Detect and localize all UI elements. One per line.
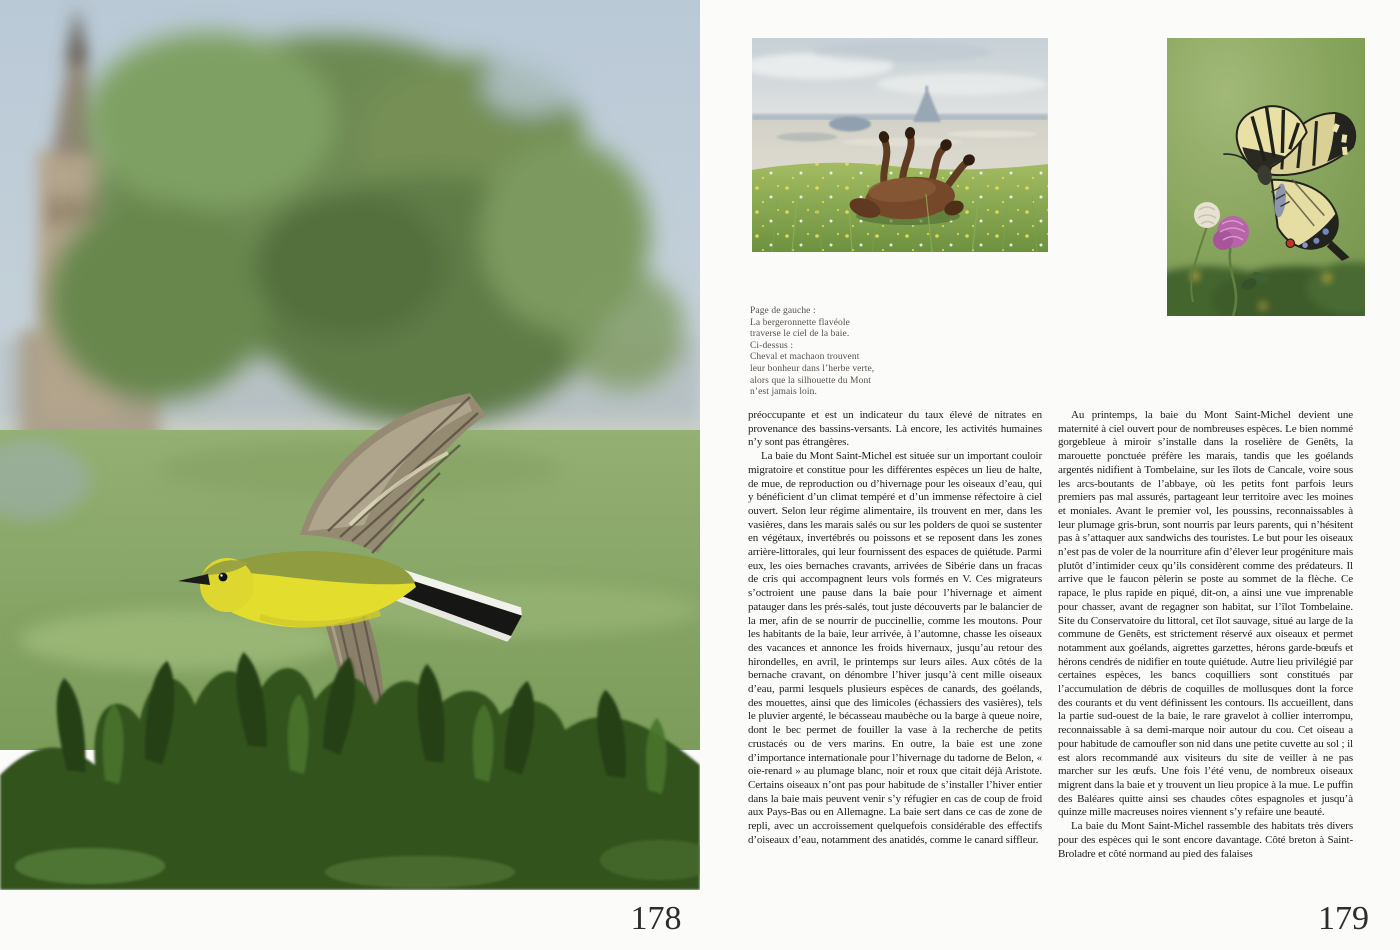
paragraph: Au printemps, la baie du Mont Saint-Michel devient une maternité à ciel ouvert pour de nombreuses espèces. Le bien nommé gorgebleue à miroir s’installe dans la roselière de Genêts, la marouette ponctuée préfère les marais, tandis que les goélands argentés nidifient à Tombelaine, sur les îlots de Cancale, voire sous les arcs-boutants de l’abbaye, où les petits font parfois leurs premiers pas mal assurés, partageant leur territoire avec les moines et moniales. Avant le premier vol, les poussins, reconnaissables à leur plumage gris-brun, sont nourris par leurs parents, qui n’hésitent pas à s’attaquer aux sandwichs des touristes. Le but pour les oiseaux n’est pas de voler de la nourriture afin d’élever leur progéniture mais plutôt d’intimider ceux qu’ils considèrent comme des prédateurs. Il arrive que le faucon pèlerin se poste au sommet de la flèche. Ce rapace, le plus rapide en piqué, dit-on, a ainsi une vue imprenable pour chasser, avant de regagner son habitat, sur l’îlot Tombelaine. Site du Conservatoire du littoral, cet îlot sauvage, situé au large de la commune de Genêts, est strictement réservé aux oiseaux et permet notamment aux goélands, aigrettes garzettes, hérons garde-bœufs et hérons cendrés de nidifier en toute quiétude. Autre lieu privilégié par certaines espèces, les bancs coquilliers sont constitués par l’accumulation de débris de coquilles de mollusques dont la force des courants et du vent définissent les contours. Ils accueillent, dans la partie sud-ouest de la baie, le rare gravelot à collier interrompu, reconnaissable à sa demi-marque noir autour du cou. Cet oiseau a pour habitude de camoufler son nid dans une petite cuvette au sol ; il est alors recommandé aux visiteurs du site de veiller à ne pas marcher sur les œufs. Une fois l’été venu, de nombreux oiseaux migrent dans la baie et y trouvent un lieu propice à la mue. Le puffin des Baléares quitte ainsi ses chaudes côtes espagnoles et jusqu’à quinze mille macreuses noires viennent s’y refaire une beauté. (1058, 409, 1353, 819)
horse-photo-illustration (752, 38, 1048, 252)
page-number-left: 178 (630, 900, 682, 937)
horse-photo (752, 38, 1048, 252)
text-column-right (1058, 409, 1353, 909)
butterfly-photo-illustration (1167, 38, 1365, 316)
caption-line: Ci-dessus : (750, 340, 794, 351)
caption-line: traverse le ciel de la baie. (750, 329, 850, 340)
caption-line: La bergeronnette flavéole (750, 317, 850, 328)
paragraph: préoccupante et est un indicateur du taux élevé de nitrates en provenance des bassins-versants. Là encore, les activités humaines n’y sont pas étrangères. (748, 409, 1042, 449)
caption-line: alors que la silhouette du Mont (750, 375, 872, 386)
caption-line: Page de gauche : (750, 306, 816, 316)
wagtail-photo-illustration (0, 0, 700, 890)
butterfly-photo (1167, 38, 1365, 316)
paragraph: La baie du Mont Saint-Michel est située sur un important couloir migratoire et constitue pour les différentes espèces un lieu de halte, de mue, de reproduction ou d’hivernage pour les oiseaux d’eau, qui y bénéficient d’un climat tempéré et d’un immense réfectoire à ciel ouvert. Selon leur régime alimentaire, ils trouvent en mer, dans les vasières, dans les marais salés ou sur les polders de quoi se sustenter en végétaux, invertébrés ou poissons et se reposent dans les zones arrière-littorales, qui leur fournissent des espaces de quiétude. Parmi eux, les oies bernaches cravants, arrivées de Sibérie dans un fracas de cris qui accompagnent leurs vols formés en V. Ces migrateurs s’octroient une pause dans la baie pour l’hivernage et aiment patauger dans les prés-salés, tout juste découverts par le balancier de la mer, afin de se nourrir de puccinellie, comme les moutons. Pour les habitants de la baie, leur arrivée, à l’automne, chasse les oiseaux des vacances et annonce les froids hivernaux, jusqu’au retour des hirondelles, en avril, le printemps sur leurs ailes. Aux côtés de la bernache cravant, on dénombre l’hiver jusqu’à cent mille oiseaux d’eau, parmi lesquels plusieurs espèces de canards, des goélands, des mouettes, ainsi que des limicoles (échassiers des vasières), tels le pluvier argenté, le bécasseau maubèche ou la barge à queue noire, dont le bec permet de fouiller la vase à la recherche de petits crustacés ou de vers marins. En outre, la baie est une zone d’importance internationale pour l’hivernage du tadorne de Belon, « oie-renard » au plumage blanc, noir et roux que citait déjà Aristote. Certains oiseaux n’ont pas pour habitude de s’installer l’hiver entier dans la baie mais peuvent venir s’y réfugier en cas de coup de froid aux Pays-Bas ou en Allemagne. La baie sert dans ce cas de zone de repli, avec un accroissement quelquefois considérable des effectifs d’oiseaux d’eau, notamment des anatidés, comme le canard siffleur. (748, 450, 1042, 846)
caption-line: n’est jamais loin. (750, 387, 817, 398)
text-column-left (748, 409, 1042, 909)
photo-caption (750, 306, 920, 399)
caption-line: Cheval et machaon trouvent (750, 352, 860, 363)
caption-line: leur bonheur dans l’herbe verte, (750, 363, 875, 374)
wagtail-photo (0, 0, 700, 890)
paragraph: La baie du Mont Saint-Michel rassemble des habitats très divers pour des espèces qui le sont encore davantage. Côté breton à Saint-Broladre et côté normand au pied des falaises (1058, 820, 1353, 860)
page-number-right: 179 (1318, 900, 1369, 937)
